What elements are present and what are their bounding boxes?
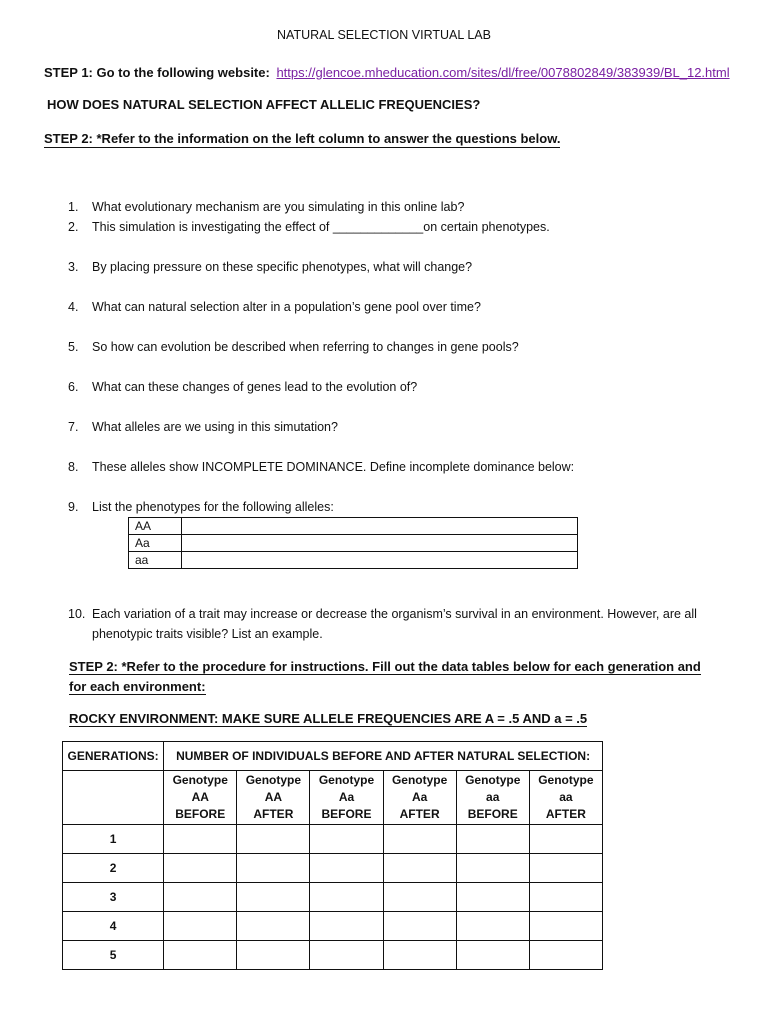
- data-cell[interactable]: [529, 883, 602, 912]
- data-cell[interactable]: [310, 883, 383, 912]
- question-text: These alleles show INCOMPLETE DOMINANCE. Define incomplete dominance below:: [92, 460, 575, 474]
- generation-number: 1: [63, 825, 164, 854]
- allele-label: Aa: [129, 535, 182, 552]
- website-link[interactable]: https://glencoe.mheducation.com/sites/dl/free/0078802849/383939/BL_12.html: [276, 65, 730, 80]
- question-2: [68, 217, 718, 237]
- question-text: What can natural selection alter in a population’s gene pool over time?: [92, 300, 481, 314]
- question-number: 3.: [68, 260, 79, 274]
- question-9: [68, 497, 718, 517]
- data-cell[interactable]: [310, 854, 383, 883]
- question-number: 7.: [68, 420, 79, 434]
- step1-line: [44, 65, 730, 80]
- table-row: [63, 883, 603, 912]
- question-text: This simulation is investigating the effect of _____________on certain phenotypes.: [92, 220, 550, 234]
- question-7: [68, 417, 718, 437]
- column-header: Genotype aa BEFORE: [456, 771, 529, 825]
- data-cell[interactable]: [383, 854, 456, 883]
- data-cell[interactable]: [383, 941, 456, 970]
- data-cell[interactable]: [529, 825, 602, 854]
- data-cell[interactable]: [237, 912, 310, 941]
- data-cell[interactable]: [383, 825, 456, 854]
- generation-number: 2: [63, 854, 164, 883]
- phenotype-answer-cell[interactable]: [182, 535, 578, 552]
- data-cell[interactable]: [237, 883, 310, 912]
- data-cell[interactable]: [164, 854, 237, 883]
- phenotype-answer-cell[interactable]: [182, 518, 578, 535]
- question-number: 9.: [68, 500, 79, 514]
- data-cell[interactable]: [456, 854, 529, 883]
- step1-label: STEP 1: Go to the following website:: [44, 65, 270, 80]
- data-cell[interactable]: [237, 941, 310, 970]
- step2-instructions-left-column: STEP 2: *Refer to the information on the left column to answer the questions below.: [44, 131, 561, 146]
- question-text: So how can evolution be described when referring to changes in gene pools?: [92, 340, 519, 354]
- data-cell[interactable]: [456, 912, 529, 941]
- question-text: Each variation of a trait may increase or decrease the organism’s survival in an environment. However, are all: [92, 607, 697, 621]
- column-header: Genotype Aa BEFORE: [310, 771, 383, 825]
- generation-number: 5: [63, 941, 164, 970]
- data-cell[interactable]: [310, 912, 383, 941]
- table-row: [63, 912, 603, 941]
- allele-label: aa: [129, 552, 182, 569]
- data-cell[interactable]: [237, 825, 310, 854]
- column-header: Genotype aa AFTER: [529, 771, 602, 825]
- question-3: [68, 257, 718, 277]
- allele-label: AA: [129, 518, 182, 535]
- question-number: 8.: [68, 460, 79, 474]
- data-cell[interactable]: [456, 941, 529, 970]
- question-4: [68, 297, 718, 317]
- phenotype-table: [128, 517, 578, 569]
- question-number: 6.: [68, 380, 79, 394]
- data-cell[interactable]: [310, 825, 383, 854]
- table-row: [63, 941, 603, 970]
- column-header: Genotype Aa AFTER: [383, 771, 456, 825]
- table-row: [129, 535, 578, 552]
- data-cell[interactable]: [237, 854, 310, 883]
- rocky-environment-heading: ROCKY ENVIRONMENT: MAKE SURE ALLELE FREQUENCIES ARE A = .5 AND a = .5: [69, 711, 588, 726]
- question-text: By placing pressure on these specific phenotypes, what will change?: [92, 260, 473, 274]
- question-number: 10.: [68, 607, 86, 621]
- data-cell[interactable]: [529, 854, 602, 883]
- question-10: [68, 604, 718, 644]
- generations-header: GENERATIONS:: [63, 742, 164, 771]
- table-header-row: [63, 742, 603, 771]
- question-number: 5.: [68, 340, 79, 354]
- question-text: List the phenotypes for the following alleles:: [92, 500, 334, 514]
- data-cell[interactable]: [383, 883, 456, 912]
- data-cell[interactable]: [456, 883, 529, 912]
- question-8: [68, 457, 718, 477]
- question-number: 1.: [68, 200, 79, 214]
- data-cell[interactable]: [310, 941, 383, 970]
- column-header: Genotype AA BEFORE: [164, 771, 237, 825]
- question-text: What can these changes of genes lead to the evolution of?: [92, 380, 418, 394]
- data-cell[interactable]: [529, 941, 602, 970]
- data-cell[interactable]: [164, 883, 237, 912]
- table-subheader-row: [63, 771, 603, 825]
- question-1: [68, 197, 718, 217]
- page-title: NATURAL SELECTION VIRTUAL LAB: [277, 28, 491, 42]
- data-cell[interactable]: [164, 912, 237, 941]
- table-row: [63, 825, 603, 854]
- data-cell[interactable]: [456, 825, 529, 854]
- phenotype-answer-cell[interactable]: [182, 552, 578, 569]
- empty-header-cell: [63, 771, 164, 825]
- table-row: [129, 518, 578, 535]
- rocky-data-table: [62, 741, 603, 970]
- question-text: What evolutionary mechanism are you simulating in this online lab?: [92, 200, 465, 214]
- table-row: [63, 854, 603, 883]
- question-6: [68, 377, 718, 397]
- question-5: [68, 337, 718, 357]
- column-header: Genotype AA AFTER: [237, 771, 310, 825]
- step2-procedure-text: STEP 2: *Refer to the procedure for instructions. Fill out the data tables below for each generation and for each environment:: [69, 659, 701, 694]
- data-cell[interactable]: [164, 825, 237, 854]
- question-heading: HOW DOES NATURAL SELECTION AFFECT ALLELIC FREQUENCIES?: [47, 97, 481, 112]
- question-text: What alleles are we using in this simutation?: [92, 420, 338, 434]
- step2-procedure-instructions: [69, 657, 709, 697]
- generation-number: 4: [63, 912, 164, 941]
- data-cell[interactable]: [164, 941, 237, 970]
- question-number: 2.: [68, 220, 79, 234]
- question-text-continued: phenotypic traits visible? List an example.: [92, 627, 323, 641]
- table-row: [129, 552, 578, 569]
- data-cell[interactable]: [383, 912, 456, 941]
- data-cell[interactable]: [529, 912, 602, 941]
- question-number: 4.: [68, 300, 79, 314]
- individuals-header: NUMBER OF INDIVIDUALS BEFORE AND AFTER NATURAL SELECTION:: [164, 742, 603, 771]
- generation-number: 3: [63, 883, 164, 912]
